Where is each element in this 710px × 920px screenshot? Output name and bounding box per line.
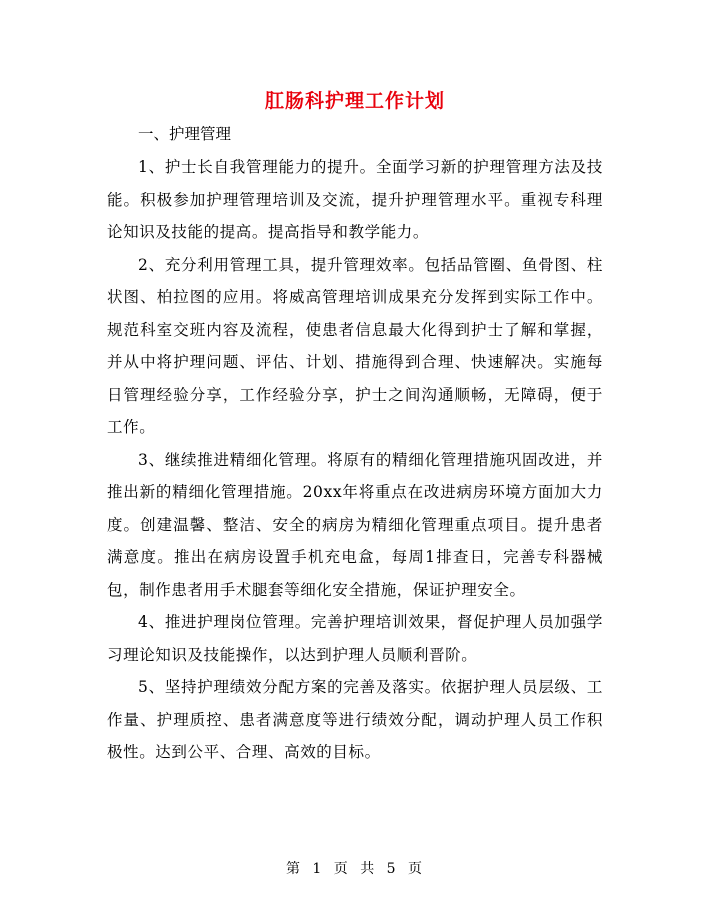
paragraph-5: 5、坚持护理绩效分配方案的完善及落实。依据护理人员层级、工作量、护理质控、患者满意度等进行绩效分配，调动护理人员工作积极性。达到公平、合理、高效的目标。 <box>107 678 603 761</box>
document-body <box>107 118 603 769</box>
paragraph-4: 4、推进护理岗位管理。完善护理培训效果，督促护理人员加强学习理论知识及技能操作，以达到护理人员顺利晋阶。 <box>107 613 603 664</box>
paragraph-2: 2、充分利用管理工具，提升管理效率。包括品管圈、鱼骨图、柱状图、柏拉图的应用。将威高管理培训成果充分发挥到实际工作中。规范科室交班内容及流程，使患者信息最大化得到护士了解和掌握，并从中将护理问题、评估、计划、措施得到合理、快速解决。实施每日管理经验分享，工作经验分享，护士之间沟通顺畅，无障碍，便于工作。 <box>107 255 603 436</box>
document-title: 肛肠科护理工作计划 <box>264 90 445 112</box>
page-footer: 第 1 页 共 5 页 <box>285 861 425 877</box>
paragraph-1: 1、护士长自我管理能力的提升。全面学习新的护理管理方法及技能。积极参加护理管理培训及交流，提升护理管理水平。重视专科理论知识及技能的提高。提高指导和教学能力。 <box>107 158 603 241</box>
section-heading: 一、护理管理 <box>138 125 232 143</box>
paragraph-3: 3、继续推进精细化管理。将原有的精细化管理措施巩固改进，并推出新的精细化管理措施。20xx年将重点在改进病房环境方面加大力度。创建温馨、整洁、安全的病房为精细化管理重点项目。提升患者满意度。推出在病房设置手机充电盒，每周1排查日，完善专科器械包，制作患者用手术腿套等细化安全措施，保证护理安全。 <box>107 450 603 599</box>
